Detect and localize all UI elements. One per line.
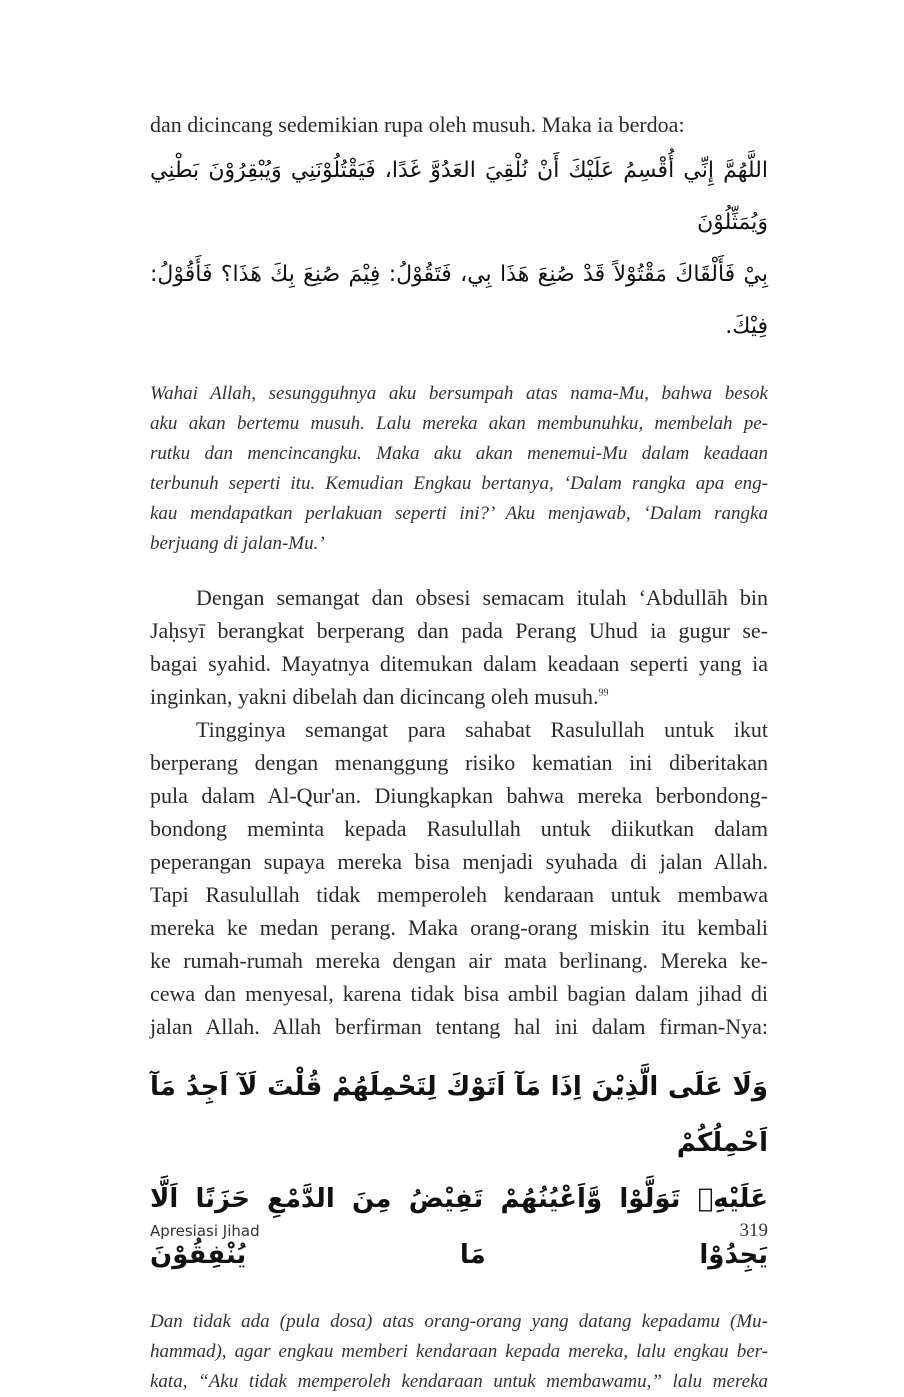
paragraph-line: berperang dengan menanggung risiko kematian ini diberitakan (150, 750, 768, 775)
paragraph-line: pula dalam Al-Qur'an. Diungkapkan bahwa mereka berbondong- (150, 783, 768, 808)
arabic-prayer-line: اللَّهُمَّ إِنِّي أُقْسِمُ عَلَيْكَ أَنْ نُلْقِيَ العَدُوَّ غَدًا، فَيَقْتُلُوْنَنِي وَيُبْقِرُوْنَ بَطْنِي وَيُمَثِّلُوْنَ (150, 158, 768, 235)
verse-translation (150, 1307, 768, 1397)
quran-verse-line: عَلَيْهِۖ تَوَلَّوْا وَّاَعْيُنُهُمْ تَفِيْضُ مِنَ الدَّمْعِ حَزَنًا اَلَّا يَجِدُوْا مَا يُنْفِقُوْنَ (150, 1184, 768, 1270)
page-body (150, 108, 768, 1397)
paragraph-abdullah (150, 581, 768, 713)
page-number: 319 (739, 1220, 768, 1241)
paragraph-line: cewa dan menyesal, karena tidak bisa ambil bagian dalam jihad di (150, 981, 768, 1006)
paragraph-line: Tingginya semangat para sahabat Rasulullah untuk ikut (196, 717, 768, 742)
paragraph-line: ke rumah-rumah mereka dengan air mata berlinang. Mereka ke- (150, 948, 768, 973)
running-title: Apresiasi Jihad (150, 1222, 260, 1240)
paragraph-line: bondong meminta kepada Rasulullah untuk diikutkan dalam (150, 816, 768, 841)
prayer-translation (150, 379, 768, 559)
translation-line: kata, “Aku tidak memperoleh kendaraan untuk membawamu,” lalu mereka (150, 1371, 768, 1392)
arabic-prayer (150, 145, 768, 353)
translation-line: kau mendapatkan perlakuan seperti ini?’ Aku menjawab, ‘Dalam rangka (150, 503, 768, 524)
paragraph-line: Jaḥsyī berangkat berperang dan pada Perang Uhud ia gugur se- (150, 618, 768, 643)
translation-line: hammad), agar engkau memberi kendaraan kepada mereka, lalu engkau ber- (150, 1341, 768, 1362)
paragraph-sahabat (150, 713, 768, 1043)
arabic-prayer-line: بِيْ فَأَلْقَاكَ مَقْتُوْلاً قَدْ صُنِعَ هَذَا بِي، فَتَقُوْلُ: فِيْمَ صُنِعَ بِكَ هَذَا؟ فَأَقُوْلُ: فِيْكَ. (150, 262, 768, 339)
quran-verse-line: وَلَا عَلَى الَّذِيْنَ اِذَا مَآ اَتَوْكَ لِتَحْمِلَهُمْ قُلْتَ لَآ اَجِدُ مَآ اَحْمِلُكُمْ (150, 1072, 768, 1158)
translation-line: Wahai Allah, sesungguhnya aku bersumpah atas nama-Mu, bahwa besok (150, 383, 768, 404)
translation-line: rutku dan mencincangku. Maka aku akan menemui-Mu dalam keadaan (150, 443, 768, 464)
footnote-ref: 99 (598, 687, 609, 699)
paragraph-line-last (150, 680, 768, 713)
paragraph-line: Tapi Rasulullah tidak memperoleh kendaraan untuk membawa (150, 882, 768, 907)
paragraph-text: inginkan, yakni dibelah dan dicincang oleh musuh. (150, 684, 599, 709)
paragraph-line: jalan Allah. Allah berfirman tentang hal ini dalam firman-Nya: (150, 1014, 768, 1039)
translation-line: berjuang di jalan-Mu.’ (150, 533, 325, 554)
paragraph-line: peperangan supaya mereka bisa menjadi syuhada di jalan Allah. (150, 849, 768, 874)
translation-line: Dan tidak ada (pula dosa) atas orang-orang yang datang kepadamu (Mu- (150, 1311, 768, 1332)
translation-line: terbunuh seperti itu. Kemudian Engkau bertanya, ‘Dalam rangka apa eng- (150, 473, 768, 494)
intro-line: dan dicincang sedemikian rupa oleh musuh. Maka ia berdoa: (150, 112, 685, 137)
paragraph-line: bagai syahid. Mayatnya ditemukan dalam keadaan seperti yang ia (150, 651, 768, 676)
paragraph-line: mereka ke medan perang. Maka orang-orang miskin itu kembali (150, 915, 768, 940)
quran-verse (150, 1059, 768, 1283)
translation-line: aku akan bertemu musuh. Lalu mereka akan membunuhku, membelah pe- (150, 413, 768, 434)
paragraph-line: Dengan semangat dan obsesi semacam itulah ‘Abdullāh bin (196, 585, 768, 610)
